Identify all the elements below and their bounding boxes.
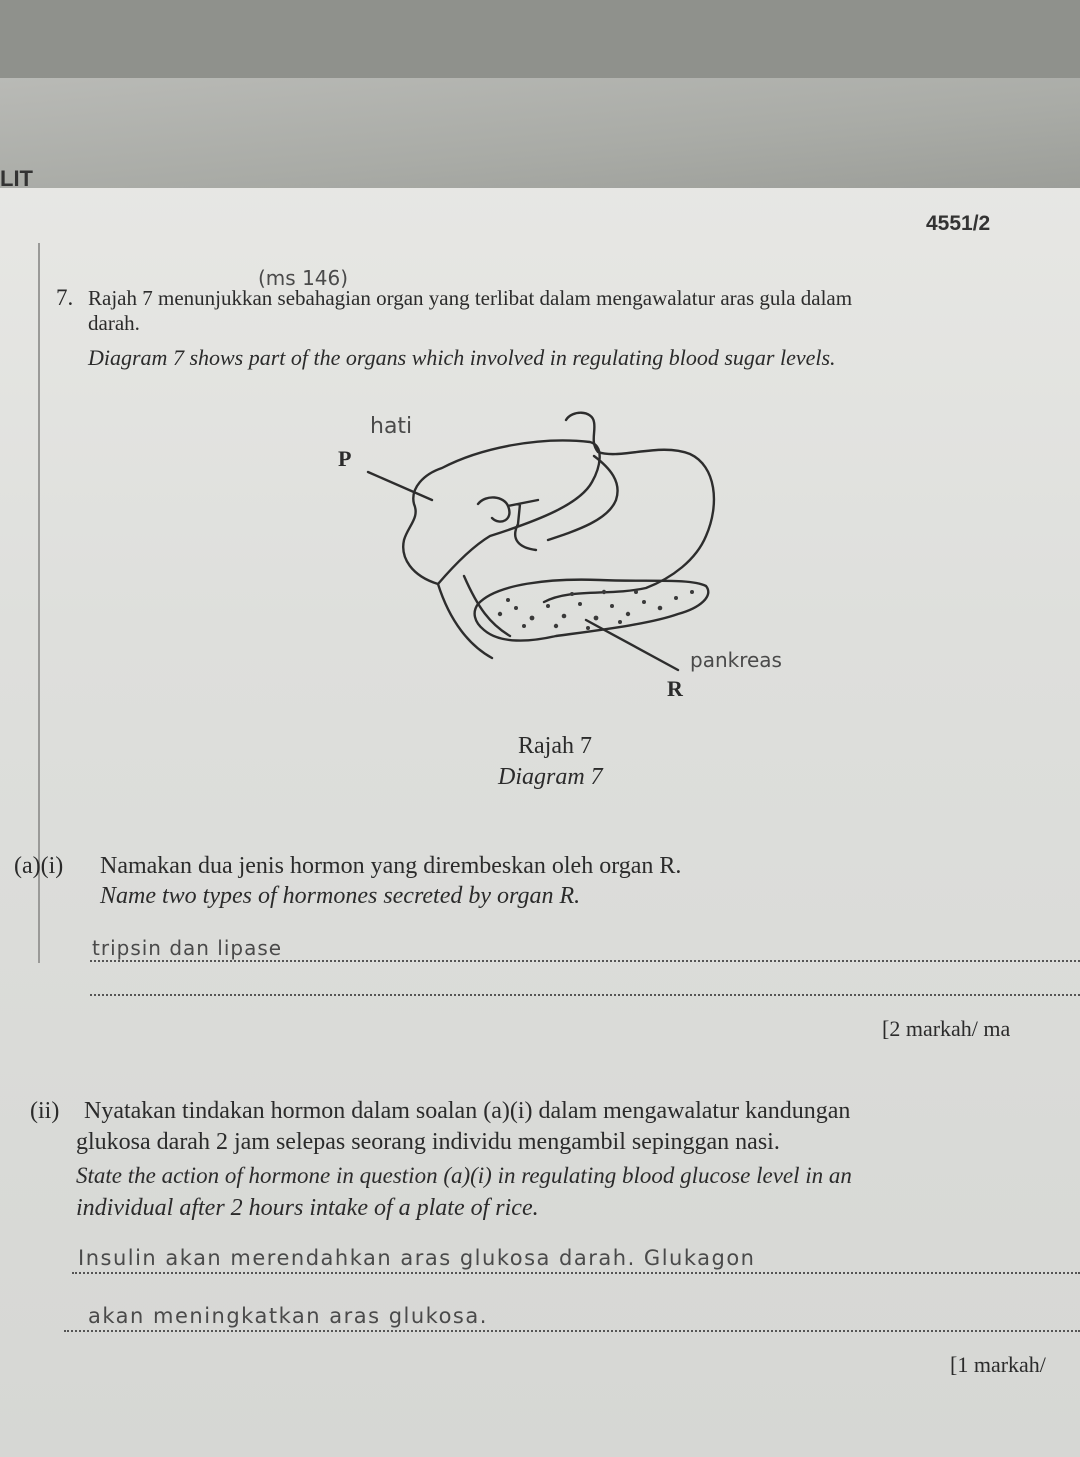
- stomach-inner: [548, 456, 618, 540]
- label-hati: hati: [370, 414, 413, 439]
- part-a-ii-english-line1: State the action of hormone in question (a)(i) in regulating blood glucose level in an: [76, 1163, 852, 1188]
- pancreas-outline: [475, 580, 709, 641]
- caption-english: Diagram 7: [498, 764, 603, 790]
- background-sheet: [0, 78, 1080, 188]
- question-malay-line2: darah.: [88, 311, 140, 335]
- label-pankreas: pankreas: [690, 648, 782, 672]
- answer-line-a-i-1[interactable]: [90, 960, 1080, 962]
- label-r: R: [667, 676, 683, 701]
- part-a-ii-label: (ii): [30, 1098, 60, 1124]
- answer-a-ii-line2: akan meningkatkan aras glukosa.: [88, 1304, 488, 1328]
- liver-outline: [403, 440, 599, 584]
- answer-a-ii-line1: Insulin akan merendahkan aras glukosa darah. Glukagon: [78, 1246, 756, 1270]
- paper-code: 4551/2: [926, 212, 991, 235]
- part-a-ii-malay-line1: Nyatakan tindakan hormon dalam soalan (a)(i) dalam mengawalatur kandungan: [84, 1098, 851, 1124]
- question-malay-line1: Rajah 7 menunjukkan sebahagian organ yang terlibat dalam mengawalatur aras gula dalam: [88, 286, 853, 310]
- marks-a-ii: [1 markah/: [950, 1352, 1046, 1377]
- part-a-i-malay: Namakan dua jenis hormon yang dirembeskan oleh organ R.: [100, 853, 682, 879]
- part-a-ii-english-line2: individual after 2 hours intake of a plate of rice.: [76, 1195, 539, 1221]
- label-p: P: [338, 446, 352, 471]
- question-number: 7.: [56, 285, 74, 310]
- answer-a-i-line1: tripsin dan lipase: [92, 936, 283, 960]
- marks-a-i: [2 markah/ ma: [882, 1016, 1011, 1041]
- question-english: Diagram 7 shows part of the organs which involved in regulating blood sugar levels.: [88, 345, 836, 370]
- part-a-i-english: Name two types of hormones secreted by organ R.: [100, 883, 581, 909]
- answer-line-a-ii-1[interactable]: [72, 1272, 1080, 1274]
- exam-page: [0, 78, 1080, 1457]
- part-a-i-label: (a)(i): [14, 853, 64, 879]
- pointer-r: [586, 620, 678, 670]
- header-left-code: LIT: [0, 166, 33, 191]
- answer-line-a-i-2[interactable]: [90, 994, 1080, 996]
- part-a-ii-malay-line2: glukosa darah 2 jam selepas seorang individu mengambil sepinggan nasi.: [76, 1129, 780, 1155]
- answer-line-a-ii-2[interactable]: [64, 1330, 1080, 1332]
- caption-malay: Rajah 7: [518, 733, 592, 759]
- pointer-p: [368, 472, 432, 500]
- handwritten-note: (ms 146): [258, 266, 349, 290]
